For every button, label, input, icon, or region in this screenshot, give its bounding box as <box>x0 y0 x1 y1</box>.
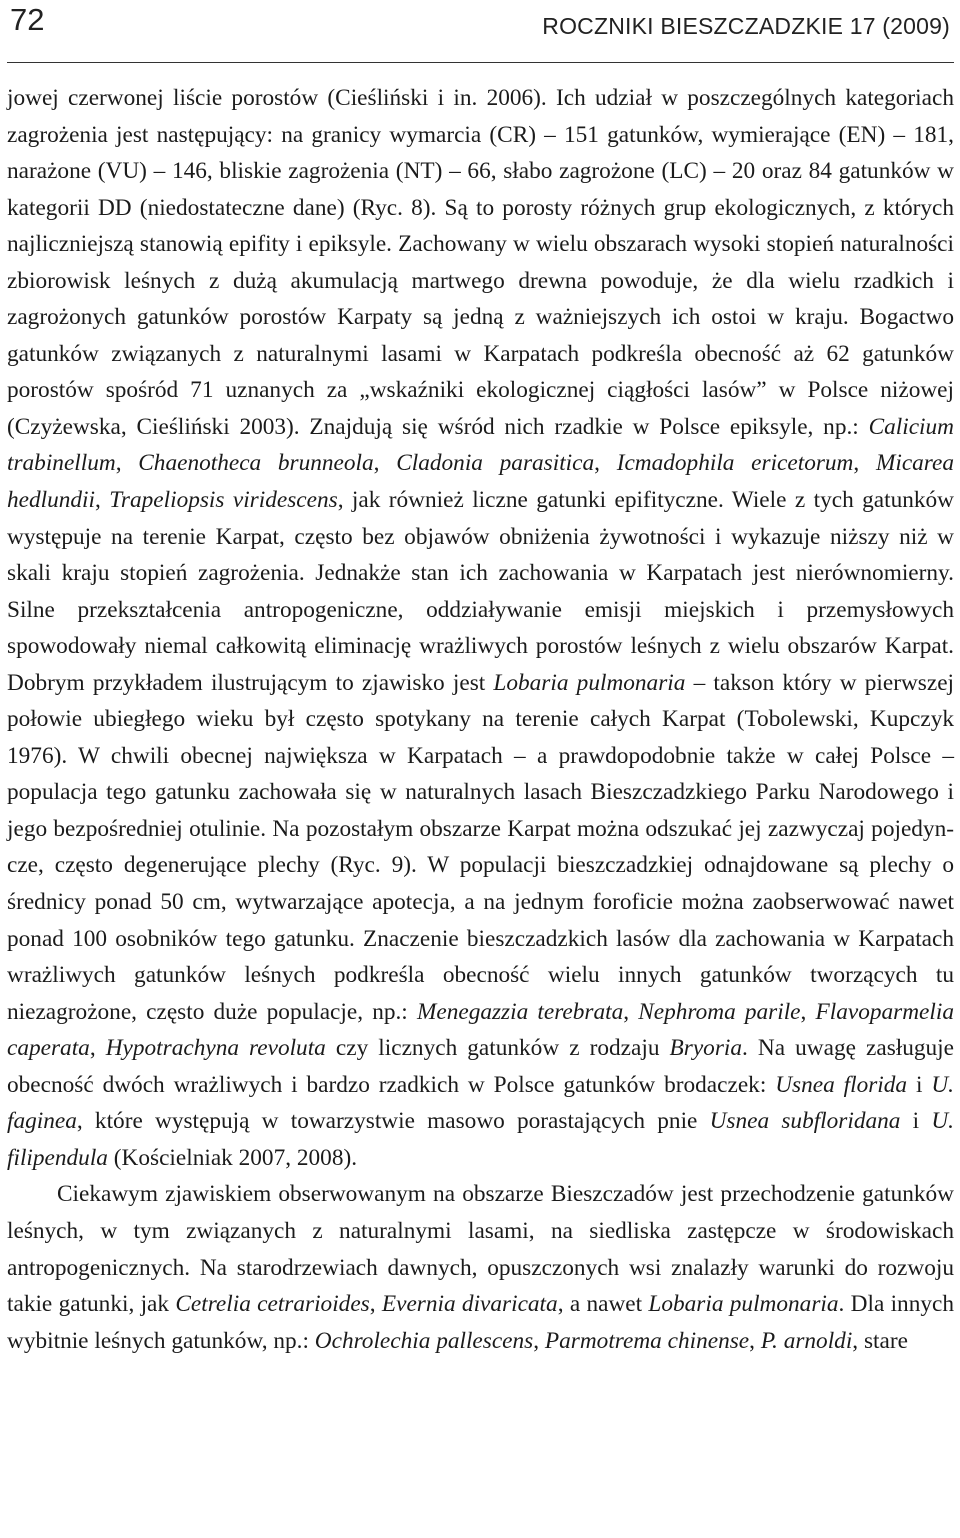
species-name: Usnea subfloridana <box>709 1108 901 1135</box>
text-run: , stare <box>852 1327 908 1354</box>
paragraph <box>7 1176 954 1359</box>
page-header <box>7 0 954 63</box>
species-name: Flavoparmelia caperata <box>7 998 954 1062</box>
text-run: , <box>89 1035 106 1062</box>
species-name: Usnea florida <box>775 1071 908 1098</box>
text-run: , <box>853 450 876 477</box>
text-run: , <box>115 450 139 477</box>
species-name: U. filipendula <box>7 1108 955 1171</box>
text-run: (Kościelniak 2007, 2008). <box>107 1144 358 1171</box>
text-run: , <box>373 450 397 477</box>
species-name: Cladonia parasitica <box>396 450 595 477</box>
species-name: Lobaria pulmonaria <box>493 669 686 696</box>
text-run: , <box>800 998 816 1025</box>
text-run: jowej czerwonej liście porostów (Cieśliński i in. 2006). Ich udział w poszczególnych kategoriach zagrożenia jest następujący: na granicy wymarcia (CR) – 151 gatunków, wymierające (EN) – 181, narażone (VU) – 146, bliskie zagrożenia (NT) – 66, słabo zagrożone (LC) – 20 oraz 84 gatunków w kategorii DD (niedostateczne dane) (Ryc. 8). Są to porosty różnych grup ekologicznych, z których najliczniejszą stanowią epifity i epiksyle. Zachowany w wielu obszarach wysoki stopień naturalności zbiorowisk leśnych z dużą akumulacją martwego drewna powoduje, że dla wielu rzadkich i zagrożonych gatunków porostów Karpaty są jedną z ważniejszych ich ostoi w kraju. Bogactwo gatunków związanych z naturalnymi lasami w Karpatach podkreśla obecność aż 62 gatunków porostów spośród 71 uznanych za „wskaźniki ekologicznej ciągłości lasów” w Polsce niżowej (Czyżewska, Cieśliński 2003). Znajdują się wśród nich rzadkie w Polsce epiksyle, np.: <box>7 85 954 440</box>
page-number: 72 <box>10 2 45 37</box>
text-run: – takson który w pierwszej połowie ubiegłego wieku był często spotykany na terenie całych Karpat (Tobolewski, Kupczyk 1976). W chwili obecnej największa w Karpatach – a prawdopodobnie także w całej Polsce – populacja tego gatunku zachowała się w naturalnych lasach Bieszczadzkiego Parku Narodowego i jego bezpośredniej otulinie. Na pozostałym obszarze Karpat można odszukać jej zazwyczaj pojedyncze, często degenerujące plechy (Ryc. 9). W populacji bieszczadzkiej odnajdowane są plechy o średnicy ponad 50 cm, wytwarzające apotecja, a na jednym foroficie można zaobserwować nawet ponad 100 osobników tego gatunku. Znaczenie bieszczadzkich lasów dla zachowania w Karpatach wrażliwych gatunków leśnych podkreśla obecność wielu innych gatunków tworzących tu niezagrożone, często duże populacje, np.: <box>7 669 955 1025</box>
species-name: Chaenotheca brunneola <box>138 450 374 477</box>
paragraph <box>7 80 954 1176</box>
species-name: P. arnoldi <box>760 1327 853 1354</box>
species-name: Nephroma parile <box>638 998 801 1025</box>
text-run: , które występują w towarzystwie masowo porastających pnie <box>76 1108 710 1135</box>
species-name: Hypotrachyna revoluta <box>105 1035 326 1062</box>
body-text <box>7 63 954 1359</box>
species-name: Calicium trabinellum <box>7 413 954 477</box>
text-run: , <box>594 450 617 477</box>
text-run: , <box>623 998 639 1025</box>
species-name: Menegazzia terebrata <box>416 998 624 1025</box>
species-name: Micarea hedlundii <box>7 450 954 514</box>
species-name: Parmotrema chinense <box>544 1327 750 1354</box>
species-name: Ochrolechia pallescens <box>314 1327 534 1354</box>
text-run: , <box>533 1327 545 1354</box>
text-run: . Na uwagę zasługuje obecność dwóch wrażliwych i bardzo rzadkich w Polsce gatunków brodaczek: <box>7 1035 954 1098</box>
text-run: , a nawet <box>557 1291 649 1318</box>
species-name: Cetrelia cetrarioides <box>175 1291 370 1318</box>
text-run: , <box>749 1327 761 1354</box>
species-name: Bryoria <box>669 1035 743 1062</box>
species-name: Trapeliopsis viridescens <box>109 487 338 514</box>
species-name: Evernia divaricata <box>381 1291 558 1318</box>
text-run: Ciekawym zjawiskiem obserwowanym na obszarze Bieszczadów jest przechodzenie gatunków leśnych, w tym związanych z naturalnymi lasami, na siedliska zastępcze w środowiskach antropogenicznych. Na starodrzewiach dawnych, opuszczonych wsi znalazły warunki do rozwoju takie gatunki, jak <box>7 1181 954 1318</box>
text-run: i <box>900 1108 932 1135</box>
text-run: . Dla innych wybitnie leśnych gatunków, np.: <box>7 1291 954 1354</box>
species-name: Icmadophila ericetorum <box>616 450 854 477</box>
text-run: , <box>369 1291 382 1318</box>
text-run: i <box>907 1071 932 1098</box>
text-run: , jak również liczne gatunki epifityczne. Wiele z tych gatunków występuje na terenie Karpat, często bez objawów obniżenia żywotności i wykazuje niższy niż w skali kraju stopień zagrożenia. Jednakże stan ich zachowania w Karpatach jest nierównomierny. Silne przekształcenia antropogeniczne, oddziaływanie emisji miejskich i przemysłowych spowodowały niemal całkowitą eliminację wrażliwych porostów leśnych z wielu obszarów Karpat. Dobrym przykładem ilustrującym to zjawisko jest <box>7 487 954 696</box>
text-run: czy licznych gatunków z rodzaju <box>325 1035 670 1062</box>
species-name: Lobaria pulmonaria <box>648 1291 839 1318</box>
species-name: U. faginea <box>7 1071 954 1135</box>
running-head: ROCZNIKI BIESZCZADZKIE 17 (2009) <box>542 13 950 39</box>
text-run: , <box>95 487 110 514</box>
